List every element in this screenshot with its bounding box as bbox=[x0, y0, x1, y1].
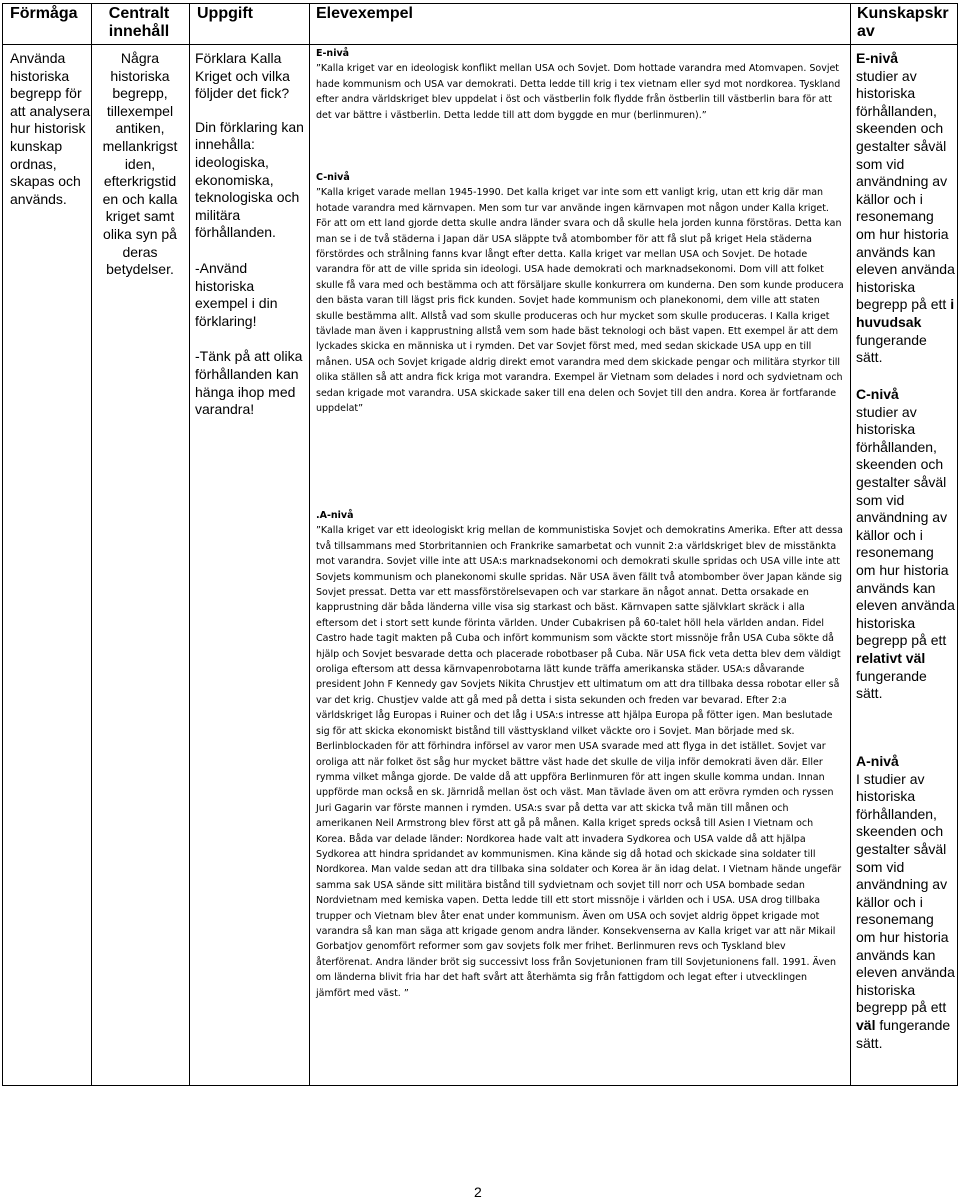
elevexempel-a-text: ”Kalla kriget var ett ideologiskt krig mellan de kommunistiska Sovjet och demokratins Amerika. Efter att dessa två tillsammans med Storbritannien och Frankrike samarbetat och vunnit 2:a världskriget blev de misstänkta mot varandra. Sovjet ville inte att USA:s marknadsekonomi och demokrati skulle spridas och USA ville inte att Sovjets kommunism och planekonomi skulle spridas. När USA även fällt två atombomber över Japan kände sig Sovjet pressat. Detta var ett massförstörelsevapen och var starkare än något annat. Detta orsakade en kapprustning där båda länderna ville visa sig starkast och bäst. Kärnvapen satte självklart skräck i alla eftersom det i stort sett kunde förinta världen. Under Cubakrisen på 60-talet höll hela världen andan. Fidel Castro hade tagit makten på Cuba och infört kommunism som väckte stort missnöje från USA Cuba sökte då hjälp och Sovjet besvarade detta och placerade robotbaser på Cuba. När USA fick veta detta blev dem väldigt oroliga eftersom att dessa kärnvapenrobotarna lätt kunde träffa amerikanska städer. USA:s dåvarande president John F Kennedy gav Sovjets Nikita Chrustjev ett ultimatum om att dra tillbaka dessa robotar eller så var det krig. Chustjev valde att gå med på detta i sista sekunden och freden var bevarad. Efter 2:a världskriget låg Europas i Ruiner och det låg i USA:s intresse att hjälpa Europa på fötter igen. Man beslutade sig för att skicka ekonomiskt bistånd till västtyskland vilket väckte oro i Sovjet. Man började med sk. Berlinblockaden för att förhindra införsel av varor men USA svarade med att flyga in det istället. Sovjet var oroliga att när folket öst såg hur mycket bättre väst hade det skulle de vilja inför demokrati även där. Eller rymma vilket många gjorde. De valde då att uppföra Berlinmuren för att ingen skulle komma undan. Innan uppförde man också en sk. Järnridå mellan öst och väst. Man tävlade även om att erövra rymden och ryssen Juri Gagarin var förste mannen i rymden. USA:s svar på detta var att skicka två män till månen och amerikanen Neil Armstrong blev först att gå på månen. Kalla kriget spreds också till Asien I Vietnam och Korea. Båda var delade länder: Nordkorea hade valt att invadera Sydkorea och USA valde då att hjälpa Sydkorea att hindra spridandet av kommunismen. Kina kände sig då hotad och skickade sina soldater till Nordkorea. Man valde sedan att dra tillbaka sina soldater och Korea är än idag delat. I Vietnam hände ungefär samma sak USA sände sitt militära bistånd till sydvietnam och sovjet till norr och USA bombade sedan Nordvietnam med kemiska vapen. Detta ledde till ett stort missnöje i världen och i USA. USA drog tillbaka trupper och Vietnam blev åter enat under kommunism. Även om USA och sovjet aldrig öppet krigade mot varandra så kan man säga att krigade genom andra länder. Konsekvenserna av Kalla kriget var att när Mikail Gorbatjov genomfört reformer som gav sovjets folk mer frihet. Berlinmuren revs och Tyskland blev återförenat. Andra länder bröt sig successivt loss från Sovjetunionen fram till Sovjetunionens fall. 1991. Även om länderna blivit fria har det haft svårt att återhämta sig från fattigdom och legat efter i utvecklingen jämfört med väst. ” bbox=[316, 525, 843, 999]
kunskapskrav-c-block bbox=[856, 386, 956, 703]
kunskapskrav-c-text: studier av historiska förhållanden, skeenden och gestalter såväl som vid användning av källor och i resonemang om hur historia används kan eleven använda historiska begrepp på ett bbox=[856, 403, 955, 649]
header-centralt-innehall: Centralt innehåll bbox=[108, 5, 170, 40]
column-divider bbox=[309, 4, 310, 1085]
kunskapskrav-e-label: E-nivå bbox=[856, 50, 899, 66]
header-divider bbox=[3, 44, 957, 45]
column-divider bbox=[189, 4, 190, 1085]
kunskapskrav-e-end: fungerande sätt. bbox=[856, 331, 927, 366]
kunskapskrav-e-emphasis: i huvudsak bbox=[856, 296, 955, 330]
kunskapskrav-e-text: studier av historiska förhållanden, skeenden och gestalter såväl som vid användning av källor och i resonemang om hur historia används kan eleven använda historiska begrepp på ett bbox=[856, 67, 955, 313]
kunskapskrav-c-label: C-nivå bbox=[856, 386, 899, 402]
header-uppgift: Uppgift bbox=[197, 5, 253, 22]
kunskapskrav-a-block bbox=[856, 753, 956, 1052]
elevexempel-a-label: .A-nivå bbox=[316, 510, 354, 521]
page-number: 2 bbox=[474, 1184, 482, 1200]
elevexempel-e-label: E-nivå bbox=[316, 48, 350, 59]
uppgift-relations-hint: -Tänk på att olika förhållanden kan hänga ihop med varandra! bbox=[195, 348, 303, 418]
uppgift-example-hint: -Använd historiska exempel i din förklaring! bbox=[195, 259, 278, 329]
elevexempel-e-block bbox=[316, 46, 844, 123]
uppgift-column bbox=[195, 50, 305, 437]
kunskapskrav-e-block bbox=[856, 50, 956, 367]
elevexempel-a-block bbox=[316, 508, 844, 1001]
kunskapskrav-a-end: fungerande sätt. bbox=[856, 1016, 951, 1051]
kunskapskrav-c-end: fungerande sätt. bbox=[856, 667, 927, 702]
elevexempel-c-text: ”Kalla kriget varade mellan 1945-1990. Det kalla kriget var inte som ett vanligt krig, utan ett krig där man hotade varandra med kärnvapen. Men som tur var använde ingen kärnvapen mot någon under Kalla kriget. För att om ett land gjorde detta skulle andra länder svara och då skulle hela jorden kunna förstöras. Detta kan man se i de två städerna i Japan där USA släppte två atombomber för att få slut på kriget Hela städerna förstördes och strålning fanns kvar långt efter detta. Kalla kriget var mellan USA och Sovjet. De hotade varandra för att de ville sprida sin ideologi. USA hade demokrati och marknadsekonomi. Dom vill att folket skulle få vara med och bestämma och att försäljare skulle konkurrera om kunderna. Den som kunde producera den bästa varan till lägst pris fick kunden. Sovjet hade kommunism och planekonomi, dem ville att staten skulle bestämma allt. Allstå vad som skulle produceras och hur mycket som skulle produceras. I Kalla kriget tävlade man även i kapprustning allstå vem som hade bäst teknologi och bäst vapen. Ett exempel är att dem lyckades skicka en människa ut i rymden. Det var Sovjet först med, med sedan skickade USA upp en till månen. USA och Sovjet krigade aldrig direkt emot varandra med dem skickade pengar och militära styrkor till olika ställen så att andra fick kriga mot varandra. Exempel är Vietnam som delades i nord och sydvietnam och sedan krigade mot varandra. USA skickade saker till ena delen och Sovjet till den andra. Korea är fortfarande uppdelat” bbox=[316, 187, 844, 415]
kunskapskrav-c-emphasis: relativt väl bbox=[856, 649, 926, 666]
kunskapskrav-a-text: I studier av historiska förhållanden, skeenden och gestalter såväl som vid användning av källor och i resonemang om hur historia används kan eleven använda historiska begrepp på ett bbox=[856, 770, 955, 1016]
column-divider bbox=[850, 4, 851, 1085]
kunskapskrav-a-emphasis: väl bbox=[856, 1016, 876, 1033]
elevexempel-c-block bbox=[316, 170, 844, 417]
elevexempel-c-label: C-nivå bbox=[316, 172, 350, 183]
elevexempel-e-text: ”Kalla kriget var en ideologisk konflikt mellan USA och Sovjet. Dom hottade varandra med Atomvapen. Sovjet hade kommunism och USA var demokrati. Detta ledde till krig i tex vietnam eller syd mot nordkorea. Tyskland efter andra världskriget blev uppdelat i öst och västberlin folk flydde från östberlin till västberlin bara för att det var bättre i västberlin. Detta ledde till att dom byggde en mur (berlinmuren).” bbox=[316, 63, 841, 121]
centralt-innehall-text: Några historiska begrepp, tillexempel antiken, mellankrigst iden, efterkrigstid en och kalla kriget samt olika syn på deras betydelser. bbox=[102, 50, 178, 278]
uppgift-explanation-hint: Din förklaring kan innehålla: ideologiska, ekonomiska, teknologiska och militära förhållanden. bbox=[195, 118, 304, 241]
formaga-text: Använda historiska begrepp för att analysera hur historisk kunskap ordnas, skapas och används. bbox=[10, 50, 91, 207]
header-elevexempel: Elevexempel bbox=[316, 5, 413, 22]
header-formaga: Förmåga bbox=[10, 5, 78, 22]
kunskapskrav-a-label: A-nivå bbox=[856, 753, 899, 769]
uppgift-question: Förklara Kalla Kriget och vilka följder det fick? bbox=[195, 50, 290, 102]
header-kunskapskrav: Kunskapskr av bbox=[857, 5, 949, 40]
